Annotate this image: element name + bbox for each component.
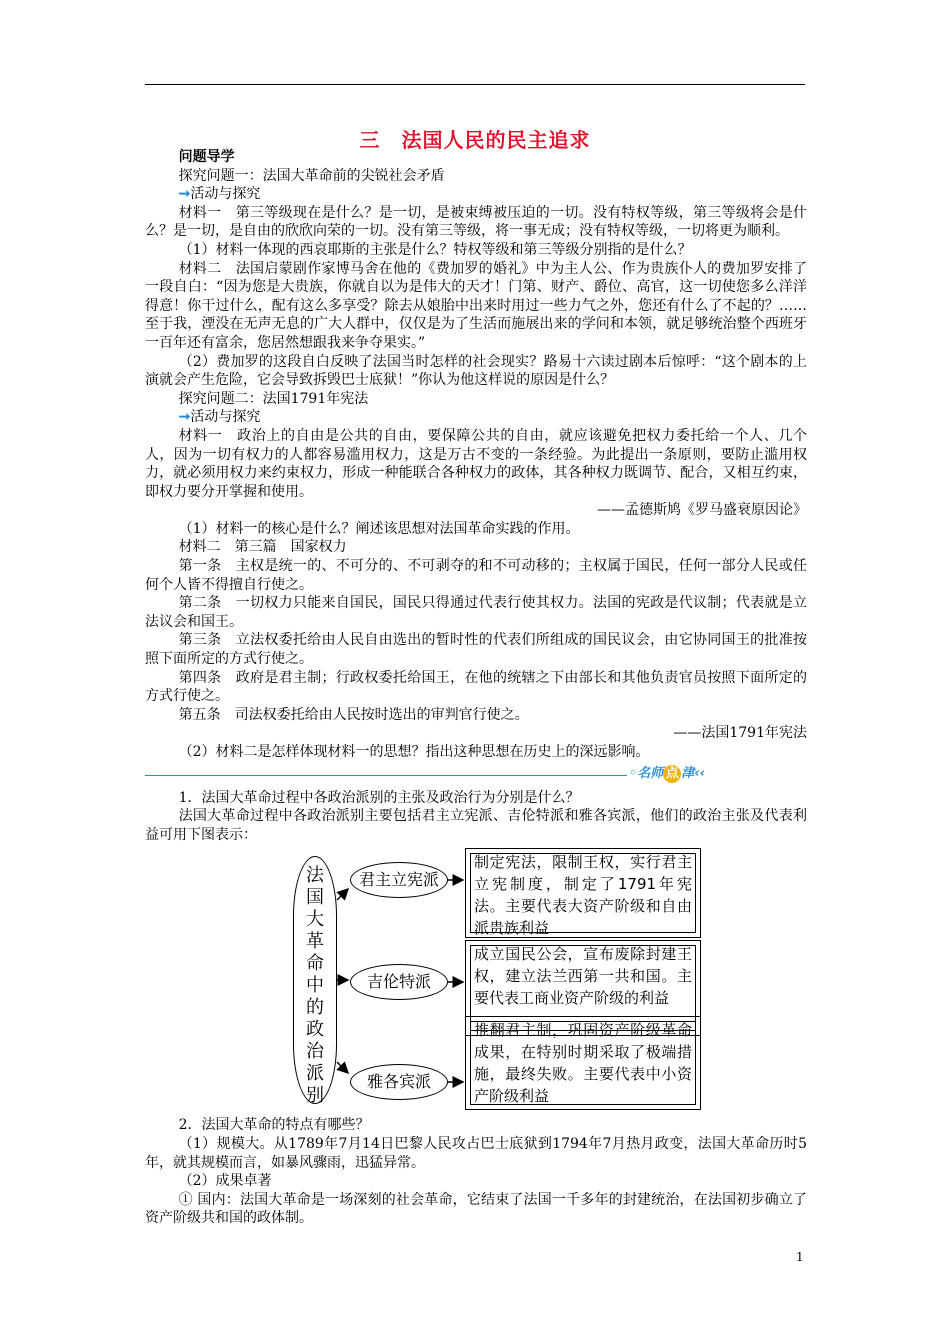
- page-number: 1: [796, 1250, 804, 1264]
- faction-desc-box-1: [465, 848, 701, 938]
- constitution-article-2: 第二条 一切权力只能来自国民，国民只得通过代表行使其权力。法国的宪政是代议制；代表就是立法议会和国王。: [145, 595, 807, 630]
- question-2-title: 探究问题二：法国1791年宪法: [178, 390, 369, 407]
- section-heading: 问题导学: [178, 149, 235, 165]
- banner-line: [145, 775, 687, 776]
- diagram-center-text: 法国大革命中的政治派别: [306, 865, 324, 1107]
- main-content: [145, 148, 807, 1228]
- banner-circle: 点: [663, 765, 681, 783]
- arrow-right-icon: ➞: [178, 409, 191, 426]
- banner-arrows: ‹‹: [694, 765, 705, 781]
- faction-oval-3: 雅各宾派: [350, 1064, 448, 1100]
- faction-desc-3: 推翻君主制，巩固资产阶级革命成果，在特别时期采取了极端措施，最终失败。主要代表中小资产阶级利益: [474, 1021, 692, 1106]
- diagram-center-label: [293, 856, 337, 1107]
- arrow-to-faction-3: [337, 1062, 348, 1073]
- arrow-right-icon: ➞: [178, 186, 191, 203]
- q2-question-1: （1）材料一的核心是什么？阐述该思想对法国革命实践的作用。: [178, 520, 580, 537]
- banner-tag: [627, 765, 707, 784]
- note-2-point-1: （1）规模大。从1789年7月14日巴黎人民攻占巴士底狱到1794年7月热月政变，法国大革命历时5年，就其规模而言，如暴风骤雨，迅猛异常。: [145, 1135, 807, 1171]
- activity-label-text: 活动与探究: [190, 186, 261, 203]
- faction-desc-box-3: [465, 1016, 701, 1110]
- q1-material-1: 材料一 第三等级现在是什么？是一切，是被束缚被压迫的一切。没有特权等级，第三等级将会是什么？是一切，是自由的欣欣向荣的一切。没有第三等级，将一事无成；没有特权等级，一切将更为顺利。: [145, 204, 807, 240]
- banner-suffix: 津: [681, 765, 695, 781]
- q2-material-2-source: ——法国1791年宪法: [673, 725, 807, 742]
- q1-question-1: （1）材料一体现的西哀耶斯的主张是什么？特权等级和第三等级分别指的是什么？: [178, 241, 692, 258]
- q2-material-2-title: 材料二 第三篇 国家权力: [178, 539, 347, 556]
- teacher-tip-banner: [145, 765, 807, 787]
- header-rule: [145, 84, 805, 85]
- q1-material-2: 材料二 法国启蒙剧作家博马舍在他的《费加罗的婚礼》中为主人公、作为贵族仆人的费加罗安排了一段自白：“因为您是大贵族，你就自以为是伟大的天才！门第、财产、爵位、高官，这一切使您多么洋洋得意！你干过什么，配有这么多享受？除去从娘胎中出来时用过一些力气之外，您还有什么了不起的？……至于我，湮没在无声无息的广大人群中，仅仅是为了生活而施展出来的学问和本领，就足够统治整个西班牙一百年还有富余，您居然想跟我来争夺果实。”: [145, 260, 807, 351]
- activity-label-text: 活动与探究: [190, 409, 261, 426]
- q2-material-1-source: ——孟德斯鸠《罗马盛衰原因论》: [597, 502, 807, 519]
- activity-label-1: [145, 185, 807, 204]
- page-title: 三 法国人民的民主追求: [359, 128, 591, 152]
- faction-desc-1: 制定宪法，限制王权，实行君主立宪制度，制定了1791年宪法。主要代表大资产阶级和自由派贵族利益: [474, 853, 692, 938]
- faction-desc-2: 成立国民公会，宣布废除封建王权，建立法兰西第一共和国。主要代表工商业资产阶级的利益: [474, 945, 692, 1008]
- note-2-point-2: （2）成果卓著: [178, 1173, 272, 1190]
- q1-question-2: （2）费加罗的这段自白反映了法国当时怎样的社会现实？路易十六读过剧本后惊呼：“这个剧本的上演就会产生危险，它会导致拆毁巴士底狱！”你认为他这样说的原因是什么？: [145, 353, 807, 389]
- factions-diagram: [145, 852, 807, 1110]
- note-2-title: 2．法国大革命的特点有哪些？: [178, 1117, 370, 1134]
- banner-prefix: 名师: [637, 765, 664, 781]
- note-2-point-3: ① 国内：法国大革命是一场深刻的社会革命，它结束了法国一千多年的封建统治，在法国初步确立了资产阶级共和国的政体制。: [145, 1191, 807, 1227]
- q2-question-2: （2）材料二是怎样体现材料一的思想？指出这种思想在历史上的深远影响。: [178, 744, 650, 760]
- constitution-article-1: 第一条 主权是统一的、不可分的、不可剥夺的和不可动移的；主权属于国民，任何一部分人民或任何个人皆不得擅自行使之。: [145, 558, 807, 593]
- question-1-title: 探究问题一：法国大革命前的尖锐社会矛盾: [178, 167, 445, 184]
- banner-deco-icon: ◦: [628, 765, 638, 781]
- activity-label-2: [145, 408, 807, 427]
- constitution-article-5: 第五条 司法权委托给由人民按时选出的审判官行使之。: [178, 706, 529, 723]
- faction-oval-2: 吉伦特派: [350, 964, 448, 1000]
- arrow-to-faction-1: [337, 889, 348, 900]
- faction-oval-1: 君主立宪派: [350, 862, 448, 898]
- constitution-article-4: 第四条 政府是君主制；行政权委托给国王，在他的统辖之下由部长和其他负责官员按照下面所定的方式行使之。: [145, 669, 807, 705]
- note-1-title: 1．法国大革命过程中各政治派别的主张及政治行为分别是什么？: [178, 789, 580, 806]
- q2-material-1: 材料一 政治上的自由是公共的自由，要保障公共的自由，就应该避免把权力委托给一个人、几个人，因为一切有权力的人都容易滥用权力，这是万古不变的一条经验。为此提出一条原则，要防止滥用权力，就必须用权力来约束权力，形成一种能联合各种权力的政体，其各种权力既调节、配合，又相互约束，即权力要分开掌握和使用。: [145, 427, 807, 500]
- note-1-body: 法国大革命过程中各政治派别主要包括君主立宪派、吉伦特派和雅各宾派，他们的政治主张及代表利益可用下图表示：: [145, 808, 807, 843]
- constitution-article-3: 第三条 立法权委托给由人民自由选出的暂时性的代表们所组成的国民议会，由它协同国王的批准按照下面所定的方式行使之。: [145, 632, 807, 668]
